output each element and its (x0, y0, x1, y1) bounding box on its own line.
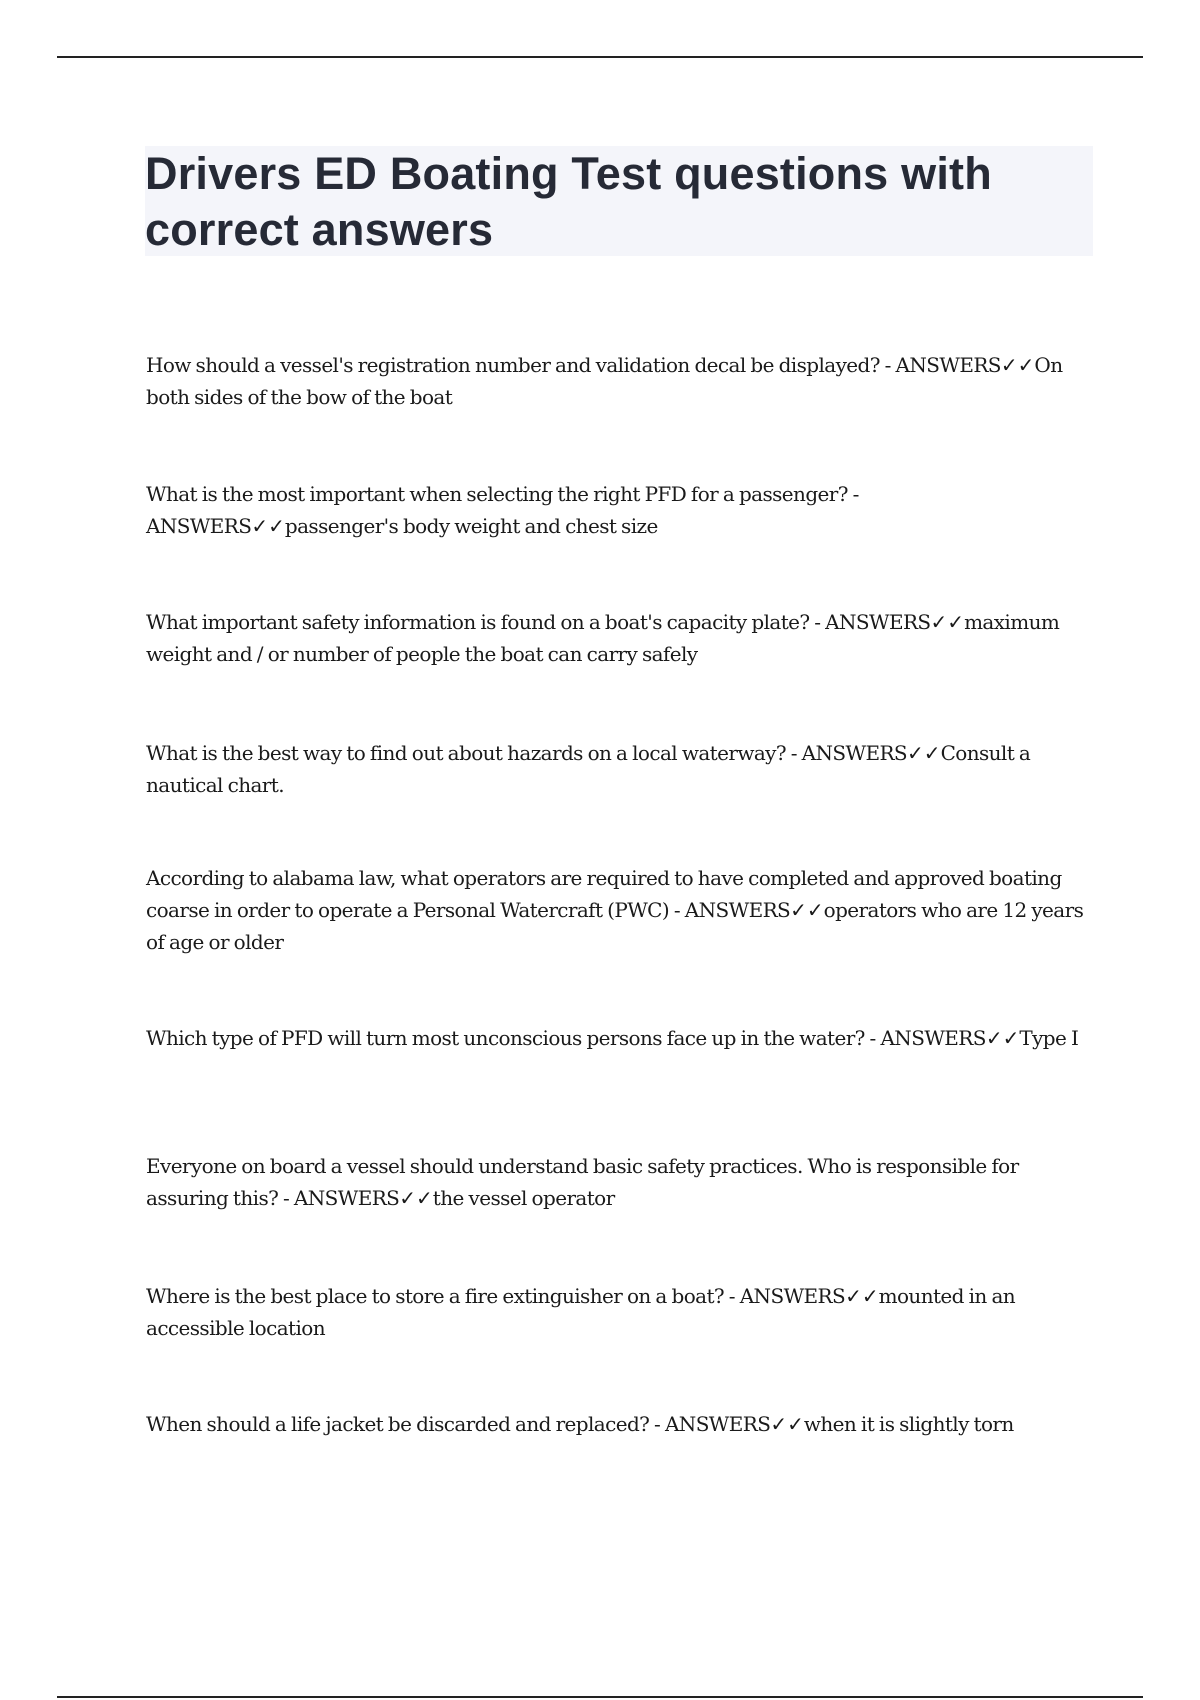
question-text: What is the most important when selecting the right PFD for a passenger? - (146, 482, 859, 506)
document-title: Drivers ED Boating Test questions with correct answers (145, 148, 992, 255)
question-text: Where is the best place to store a fire extinguisher on a boat? - (146, 1284, 740, 1308)
answer-text: Consult a nautical chart. (146, 741, 1031, 797)
title-banner (145, 146, 1093, 256)
check-icon: ✓✓ (1000, 353, 1035, 377)
check-icon: ✓✓ (399, 1186, 433, 1210)
answer-text: operators who are 12 years of age or older (146, 898, 1084, 954)
answer-text: Type I (1019, 1026, 1079, 1050)
qa-item-1 (146, 349, 1096, 413)
question-text: Which type of PFD will turn most unconscious persons face up in the water? - (146, 1026, 881, 1050)
answer-text: mounted in an accessible location (146, 1284, 1016, 1340)
answer-text: maximum weight and / or number of people the boat can carry safely (146, 610, 1060, 666)
top-rule (57, 56, 1143, 58)
bottom-rule (57, 1696, 1143, 1698)
answer-marker: ANSWERS (801, 741, 908, 765)
answer-marker: ANSWERS (895, 353, 1001, 377)
answer-text: On both sides of the bow of the boat (146, 353, 1063, 409)
qa-item-4 (146, 737, 1096, 801)
question-text: How should a vessel's registration number and validation decal be displayed? - (146, 353, 896, 377)
check-icon: ✓✓ (845, 1284, 879, 1308)
question-text: What important safety information is found on a boat's capacity plate? - (146, 610, 826, 634)
check-icon: ✓✓ (251, 514, 285, 538)
answer-marker: ANSWERS (880, 1026, 986, 1050)
question-text: Everyone on board a vessel should understand basic safety practices. Who is responsible for assuring this? - (146, 1154, 1019, 1210)
answer-marker: ANSWERS (293, 1186, 400, 1210)
check-icon: ✓✓ (907, 741, 941, 765)
answer-text: when it is slightly torn (803, 1412, 1014, 1436)
answer-text: the vessel operator (432, 1186, 615, 1210)
question-text: What is the best way to find out about hazards on a local waterway? - (146, 741, 802, 765)
question-text: When should a life jacket be discarded and replaced? - (146, 1412, 665, 1436)
qa-item-8 (146, 1280, 1096, 1344)
check-icon: ✓✓ (770, 1412, 804, 1436)
answer-marker: ANSWERS (684, 898, 791, 922)
answer-marker: ANSWERS (146, 514, 252, 538)
check-icon: ✓✓ (985, 1026, 1020, 1050)
answer-text: passenger's body weight and chest size (284, 514, 658, 538)
qa-item-6 (146, 1022, 1096, 1054)
qa-item-3 (146, 606, 1096, 670)
qa-item-9 (146, 1408, 1096, 1440)
answer-marker: ANSWERS (825, 610, 931, 634)
answer-marker: ANSWERS (664, 1412, 771, 1436)
qa-item-5 (146, 862, 1096, 958)
check-icon: ✓✓ (930, 610, 965, 634)
check-icon: ✓✓ (790, 898, 824, 922)
answer-marker: ANSWERS (739, 1284, 846, 1308)
qa-item-2 (146, 478, 1096, 542)
qa-item-7 (146, 1150, 1096, 1214)
question-text: According to alabama law, what operators are required to have completed and approved boating coarse in order to operate a Personal Watercraft (PWC) - (146, 866, 1062, 922)
